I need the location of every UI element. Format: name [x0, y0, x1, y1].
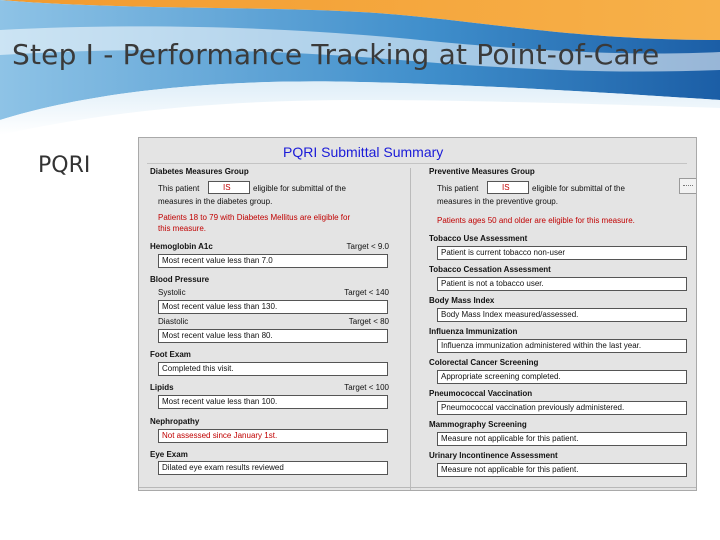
mammography-label: Mammography Screening: [429, 420, 527, 429]
hba1c-target: Target < 9.0: [346, 242, 389, 251]
bmi-label: Body Mass Index: [429, 296, 495, 305]
diabetes-eligibility-status: IS: [208, 181, 250, 194]
diabetes-note-line2: this measure.: [158, 224, 207, 233]
preventive-eligibility-suffix: eligible for submittal of the: [532, 184, 625, 193]
influenza-value-field[interactable]: Influenza immunization administered within the last year.: [437, 339, 687, 353]
colorectal-value-field[interactable]: Appropriate screening completed.: [437, 370, 687, 384]
tobacco-cessation-label: Tobacco Cessation Assessment: [429, 265, 551, 274]
preventive-group-heading: Preventive Measures Group: [429, 167, 535, 176]
tobacco-use-value-field[interactable]: Patient is current tobacco non-user: [437, 246, 687, 260]
form-title: PQRI Submittal Summary: [283, 144, 444, 160]
diabetes-group-heading: Diabetes Measures Group: [150, 167, 249, 176]
lipids-target: Target < 100: [344, 383, 389, 392]
preventive-eligibility-status: IS: [487, 181, 529, 194]
pneumococcal-value-field[interactable]: Pneumococcal vaccination previously administered.: [437, 401, 687, 415]
eye-exam-value-field[interactable]: Dilated eye exam results reviewed: [158, 461, 388, 475]
preventive-note: Patients ages 50 and older are eligible for this measure.: [437, 216, 635, 225]
hba1c-value-field[interactable]: Most recent value less than 7.0: [158, 254, 388, 268]
pneumococcal-label: Pneumococcal Vaccination: [429, 389, 533, 398]
tobacco-cessation-value-field[interactable]: Patient is not a tobacco user.: [437, 277, 687, 291]
systolic-target: Target < 140: [344, 288, 389, 297]
foot-exam-label: Foot Exam: [150, 350, 191, 359]
nephropathy-label: Nephropathy: [150, 417, 200, 426]
diastolic-value-field[interactable]: Most recent value less than 80.: [158, 329, 388, 343]
column-divider: [410, 168, 411, 491]
title-divider: [147, 163, 687, 164]
bp-label: Blood Pressure: [150, 275, 210, 284]
bottom-divider: [139, 487, 697, 488]
slide-title: Step I - Performance Tracking at Point-of-Care: [12, 38, 660, 71]
hba1c-label: Hemoglobin A1c: [150, 242, 213, 251]
systolic-label: Systolic: [158, 288, 186, 297]
systolic-value-field[interactable]: Most recent value less than 130.: [158, 300, 388, 314]
pqri-summary-panel: [138, 137, 697, 491]
slide-subtitle: PQRI: [38, 153, 91, 178]
incontinence-label: Urinary Incontinence Assessment: [429, 451, 558, 460]
bmi-value-field[interactable]: Body Mass Index measured/assessed.: [437, 308, 687, 322]
incontinence-value-field[interactable]: Measure not applicable for this patient.: [437, 463, 687, 477]
diabetes-eligibility-suffix: eligible for submittal of the: [253, 184, 346, 193]
diastolic-target: Target < 80: [348, 317, 389, 326]
lipids-label: Lipids: [150, 383, 174, 392]
mammography-value-field[interactable]: Measure not applicable for this patient.: [437, 432, 687, 446]
preventive-eligibility-line2: measures in the preventive group.: [437, 197, 558, 206]
foot-exam-value-field[interactable]: Completed this visit.: [158, 362, 388, 376]
diabetes-eligibility-line2: measures in the diabetes group.: [158, 197, 273, 206]
preventive-eligibility-prefix: This patient: [437, 184, 479, 193]
influenza-label: Influenza Immunization: [429, 327, 518, 336]
eye-exam-label: Eye Exam: [150, 450, 188, 459]
tobacco-use-label: Tobacco Use Assessment: [429, 234, 528, 243]
nephropathy-value-field[interactable]: Not assessed since January 1st.: [158, 429, 388, 443]
diabetes-note-line1: Patients 18 to 79 with Diabetes Mellitus are eligible for: [158, 213, 351, 222]
diabetes-eligibility-prefix: This patient: [158, 184, 200, 193]
scroll-handle[interactable]: [679, 178, 697, 194]
colorectal-label: Colorectal Cancer Screening: [429, 358, 539, 367]
lipids-value-field[interactable]: Most recent value less than 100.: [158, 395, 388, 409]
diastolic-label: Diastolic: [158, 317, 189, 326]
